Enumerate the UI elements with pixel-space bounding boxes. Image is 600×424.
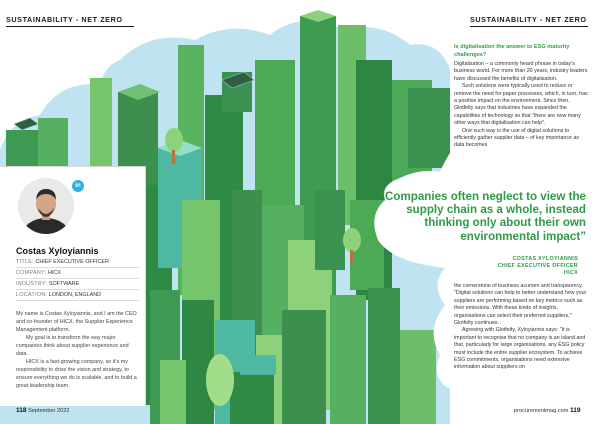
article-body-bottom bbox=[454, 283, 590, 372]
industry-value: SOFTWARE bbox=[48, 281, 80, 287]
company-value: HICX bbox=[47, 270, 61, 276]
tree bbox=[165, 128, 183, 152]
linkedin-icon[interactable]: in bbox=[72, 180, 84, 192]
building bbox=[182, 300, 214, 424]
location-label: LOCATION: bbox=[16, 292, 48, 298]
pull-quote: “Companies often neglect to view the supply chain as a whole, instead thinking only about their own environmental impact” bbox=[379, 190, 586, 243]
location-value: LONDON, ENGLAND bbox=[48, 292, 101, 298]
building bbox=[282, 310, 326, 424]
profile-industry-row bbox=[16, 279, 140, 290]
quote-attribution-role: CHIEF EXECUTIVE OFFICER bbox=[497, 263, 578, 269]
page-number-left: 118 bbox=[16, 407, 27, 414]
title-label: TITLE: bbox=[16, 259, 34, 265]
article-paragraph: One such way is the use of digital solutions to efficiently gather supplier data – of key importance as data becomes bbox=[454, 127, 580, 149]
quote-attribution-name: COSTAS XYLOYIANNIS bbox=[512, 256, 578, 262]
issue-date: September 2022 bbox=[28, 408, 70, 414]
header-rule-left bbox=[6, 26, 134, 27]
building bbox=[160, 360, 186, 424]
portrait-icon bbox=[18, 178, 74, 234]
folio-right bbox=[514, 407, 580, 414]
article-paragraph: the cornerstone of business acumen and transparency. "Digital solutions can help to better understand how your suppliers are performing based on key metrics such as their emissions. With these kinds of insights, organisations can select their preferred suppliers," Glotfelty continues. bbox=[454, 283, 587, 327]
profile-name: Costas Xyloyiannis bbox=[16, 246, 99, 256]
header-rule-right bbox=[470, 26, 588, 27]
tree-trunk bbox=[350, 250, 353, 264]
article-body-top bbox=[454, 61, 590, 150]
bio-paragraph: My name is Costas Xyloyiannis, and I am the CEO and co-founder of HICX, the Supplier Experience Management platform. bbox=[16, 311, 137, 333]
building bbox=[368, 288, 400, 424]
bio-paragraph: My goal is to transform the way major companies think about supplier experience and data. bbox=[16, 335, 129, 357]
article-subhead: Is digitalisation the answer to ESG maturity challenges? bbox=[454, 44, 570, 58]
company-label: COMPANY: bbox=[16, 270, 47, 276]
profile-location-row bbox=[16, 290, 140, 301]
tree-trunk bbox=[172, 150, 175, 164]
industry-label: INDUSTRY: bbox=[16, 281, 48, 287]
building bbox=[400, 330, 436, 424]
title-value: CHIEF EXECUTIVE OFFICER bbox=[35, 259, 109, 265]
bio-paragraph: HICX is a fast-growing company, so it's my responsibility to drive the vision and strategy, to ensure everything we do is scalable, and to build a great leadership team. bbox=[16, 359, 137, 389]
article-paragraph: Agreeing with Glotfelty, Xyloyiannis says: "It is important to recognise that no company is an island and that, particularly for large organisations, any ESG policy must include the entire supplier ecosystem. To achieve ESG commitments, organisations need extensive information about suppliers on bbox=[454, 327, 586, 371]
profile-company-row bbox=[16, 268, 140, 279]
tree bbox=[343, 228, 361, 252]
profile-bio bbox=[16, 310, 140, 390]
profile-title-row bbox=[16, 257, 140, 268]
quote-attribution-company: HICX bbox=[563, 270, 578, 276]
folio-left bbox=[16, 407, 69, 414]
section-label-left: SUSTAINABILITY - NET ZERO bbox=[6, 15, 123, 24]
tree bbox=[206, 354, 234, 406]
article-paragraph: Such solutions were typically used to reduce or remove the need for paper processes, which, in turn, has a positive impact on the environment. Since then, Glotfelty says that industries have expanded the capabilities of technology so that "there are now many other ways that digitalisation can help". bbox=[454, 83, 588, 127]
site-url[interactable]: procurementmag.com bbox=[514, 408, 569, 414]
building bbox=[315, 190, 345, 270]
building bbox=[240, 355, 276, 375]
avatar bbox=[18, 178, 74, 234]
page-number-right: 119 bbox=[569, 407, 581, 414]
article-paragraph: Digitalisation – a commonly heard phrase in today's business world. For more than 20 years, industry leaders have discussed the benefits of digitalisation. bbox=[454, 61, 588, 82]
building bbox=[330, 295, 366, 424]
section-label-right: SUSTAINABILITY - NET ZERO bbox=[470, 15, 587, 24]
building bbox=[230, 372, 274, 424]
building bbox=[408, 88, 450, 168]
